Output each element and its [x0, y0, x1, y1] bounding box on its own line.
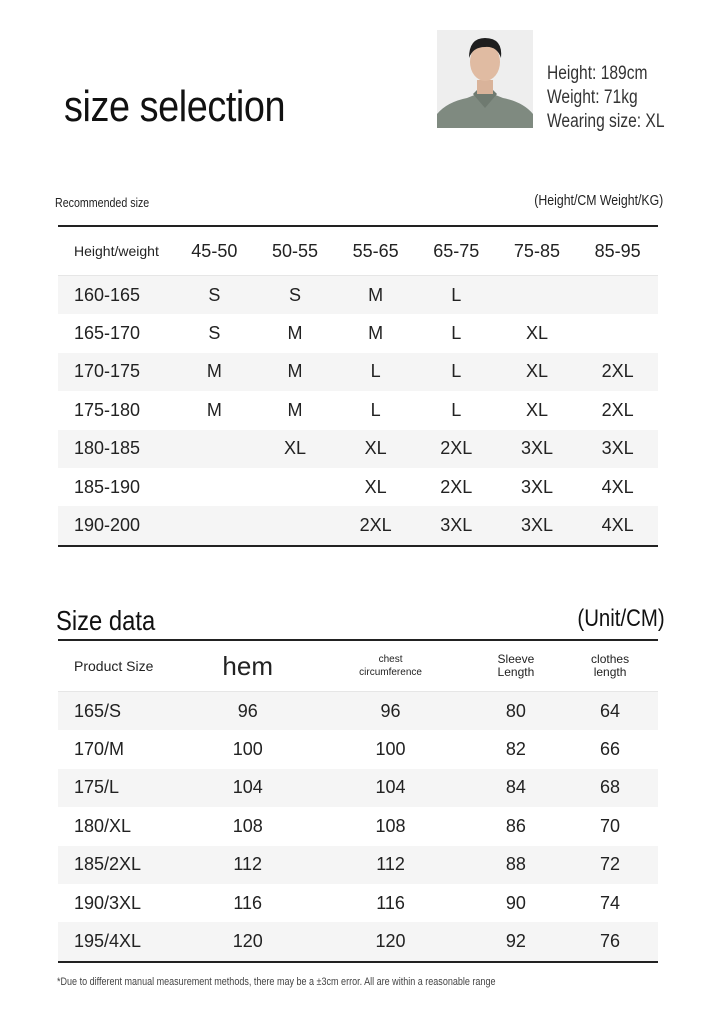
- model-weight: Weight: 71kg: [547, 87, 638, 108]
- size-cell: XL: [497, 314, 578, 352]
- table-row: [58, 391, 658, 429]
- size-cell: 2XL: [416, 430, 497, 468]
- row-height-range: 165-170: [58, 314, 174, 352]
- length-cell: 70: [562, 807, 658, 845]
- table-row: [58, 692, 658, 731]
- header-clothes-line1: clothes: [591, 652, 630, 666]
- model-photo: [437, 30, 533, 128]
- size-cell: XL: [335, 468, 416, 506]
- header-weight: 50-55: [255, 226, 336, 276]
- row-height-range: 185-190: [58, 468, 174, 506]
- size-cell: 3XL: [497, 430, 578, 468]
- sleeve-cell: 90: [470, 884, 562, 922]
- recommended-size-body: [58, 276, 658, 546]
- header-height-weight: Height/weight: [58, 226, 174, 276]
- table-row: [58, 430, 658, 468]
- sleeve-cell: 82: [470, 730, 562, 768]
- recommended-unit-label: (Height/CM Weight/KG): [534, 192, 663, 209]
- size-cell: [255, 506, 336, 545]
- size-cell: XL: [335, 430, 416, 468]
- header-weight: 45-50: [174, 226, 255, 276]
- table-row: [58, 276, 658, 315]
- row-height-range: 175-180: [58, 391, 174, 429]
- chest-cell: 96: [311, 692, 469, 731]
- chest-cell: 108: [311, 807, 469, 845]
- header-clothes-line2: length: [593, 665, 627, 679]
- table-row: [58, 353, 658, 391]
- size-cell: 2XL: [577, 353, 658, 391]
- size-cell: S: [174, 276, 255, 315]
- length-cell: 64: [562, 692, 658, 731]
- model-wearing-size: Wearing size: XL: [547, 111, 665, 132]
- length-cell: 74: [562, 884, 658, 922]
- size-cell: S: [255, 276, 336, 315]
- size-cell: XL: [497, 391, 578, 429]
- size-cell: 3XL: [497, 468, 578, 506]
- table-row: [58, 730, 658, 768]
- size-cell: M: [255, 353, 336, 391]
- page-title: size selection: [64, 82, 286, 131]
- sleeve-cell: 86: [470, 807, 562, 845]
- size-data-title: Size data: [56, 605, 156, 636]
- length-cell: 72: [562, 846, 658, 884]
- chest-cell: 116: [311, 884, 469, 922]
- hem-cell: 120: [184, 922, 311, 961]
- row-product-size: 175/L: [58, 769, 184, 807]
- size-cell: [255, 468, 336, 506]
- header-chest-line1: chest: [378, 654, 403, 665]
- size-cell: 3XL: [497, 506, 578, 545]
- row-product-size: 190/3XL: [58, 884, 184, 922]
- table-header-row: [58, 226, 658, 276]
- size-cell: S: [174, 314, 255, 352]
- size-cell: [174, 468, 255, 506]
- hem-cell: 108: [184, 807, 311, 845]
- model-height: Height: 189cm: [547, 63, 648, 84]
- model-portrait-icon: [437, 30, 533, 128]
- row-height-range: 190-200: [58, 506, 174, 545]
- size-cell: 3XL: [416, 506, 497, 545]
- model-info: [547, 62, 664, 134]
- recommended-size-label: Recommended size: [55, 195, 150, 210]
- row-product-size: 170/M: [58, 730, 184, 768]
- sleeve-cell: 92: [470, 922, 562, 961]
- sleeve-cell: 80: [470, 692, 562, 731]
- table-row: [58, 468, 658, 506]
- size-data-unit: (Unit/CM): [577, 605, 665, 632]
- table-row: [58, 769, 658, 807]
- size-data-body: [58, 692, 658, 962]
- size-cell: 2XL: [416, 468, 497, 506]
- size-cell: 2XL: [335, 506, 416, 545]
- size-cell: 3XL: [577, 430, 658, 468]
- row-height-range: 160-165: [58, 276, 174, 315]
- row-product-size: 165/S: [58, 692, 184, 731]
- chest-cell: 112: [311, 846, 469, 884]
- size-cell: M: [174, 353, 255, 391]
- size-cell: XL: [255, 430, 336, 468]
- header-chest-line2: circumference: [359, 667, 422, 678]
- hem-cell: 100: [184, 730, 311, 768]
- row-product-size: 195/4XL: [58, 922, 184, 961]
- table-header-row: [58, 640, 658, 692]
- size-cell: L: [416, 314, 497, 352]
- header-hem: hem: [184, 640, 311, 692]
- table-row: [58, 807, 658, 845]
- hem-cell: 112: [184, 846, 311, 884]
- size-cell: M: [335, 276, 416, 315]
- header-sleeve-line1: Sleeve: [497, 652, 535, 666]
- size-cell: L: [416, 276, 497, 315]
- row-height-range: 170-175: [58, 353, 174, 391]
- size-cell: M: [255, 391, 336, 429]
- size-cell: L: [335, 391, 416, 429]
- header-weight: 65-75: [416, 226, 497, 276]
- size-cell: XL: [497, 353, 578, 391]
- hem-cell: 104: [184, 769, 311, 807]
- chest-cell: 100: [311, 730, 469, 768]
- size-cell: M: [255, 314, 336, 352]
- hem-cell: 96: [184, 692, 311, 731]
- table-row: [58, 922, 658, 961]
- row-product-size: 180/XL: [58, 807, 184, 845]
- size-cell: [174, 506, 255, 545]
- chest-cell: 104: [311, 769, 469, 807]
- measurement-footnote: *Due to different manual measurement methods, there may be a ±3cm error. All are within a reasonable range: [57, 976, 496, 988]
- length-cell: 76: [562, 922, 658, 961]
- size-cell: [497, 276, 578, 315]
- hem-cell: 116: [184, 884, 311, 922]
- size-cell: [577, 276, 658, 315]
- header-weight: 85-95: [577, 226, 658, 276]
- row-height-range: 180-185: [58, 430, 174, 468]
- header-sleeve-line2: Length: [497, 665, 535, 679]
- size-data-table: [58, 639, 658, 963]
- sleeve-cell: 88: [470, 846, 562, 884]
- table-row: [58, 884, 658, 922]
- sleeve-cell: 84: [470, 769, 562, 807]
- table-row: [58, 314, 658, 352]
- size-cell: L: [335, 353, 416, 391]
- row-product-size: 185/2XL: [58, 846, 184, 884]
- size-cell: 4XL: [577, 468, 658, 506]
- table-row: [58, 506, 658, 545]
- recommended-size-table: [58, 225, 658, 547]
- length-cell: 68: [562, 769, 658, 807]
- size-cell: L: [416, 391, 497, 429]
- size-cell: L: [416, 353, 497, 391]
- size-cell: 4XL: [577, 506, 658, 545]
- size-cell: M: [335, 314, 416, 352]
- header-product-size: Product Size: [58, 640, 184, 692]
- size-cell: [174, 430, 255, 468]
- header-sleeve: [470, 640, 562, 692]
- length-cell: 66: [562, 730, 658, 768]
- chest-cell: 120: [311, 922, 469, 961]
- size-cell: 2XL: [577, 391, 658, 429]
- header-weight: 55-65: [335, 226, 416, 276]
- header-clothes-length: [562, 640, 658, 692]
- table-row: [58, 846, 658, 884]
- header-chest: [311, 640, 469, 692]
- header-weight: 75-85: [497, 226, 578, 276]
- size-cell: M: [174, 391, 255, 429]
- size-cell: [577, 314, 658, 352]
